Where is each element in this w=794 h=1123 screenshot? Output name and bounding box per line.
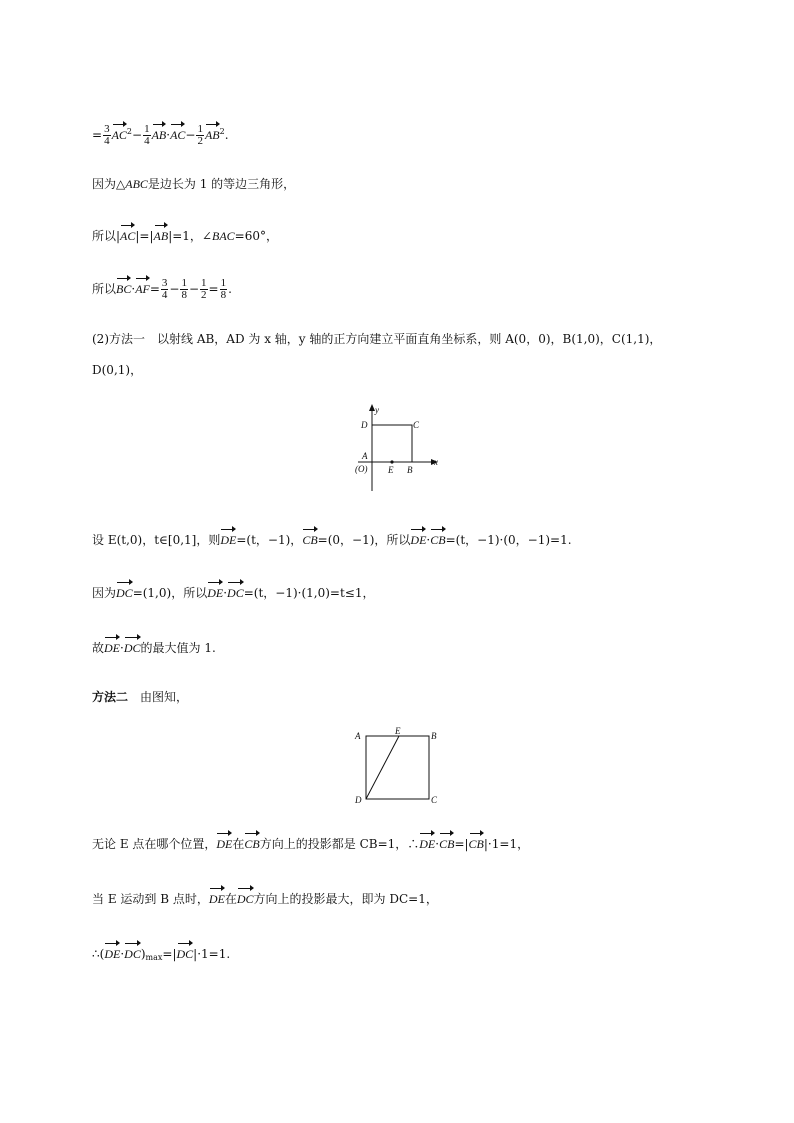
period: . — [224, 128, 229, 142]
equals-sign: = — [149, 282, 160, 296]
exponent: 2 — [126, 127, 132, 136]
text-segment: =(t，−1)， — [236, 533, 303, 547]
dot-operator: · — [120, 641, 124, 655]
text-segment: 是边长为 1 的等边三角形， — [147, 177, 296, 191]
equation-line-1 — [92, 124, 229, 147]
text-segment: 方向上的投影都是 CB=1，∴ — [259, 837, 420, 851]
vector-de: DE — [410, 533, 427, 547]
method-heading: 方法二 — [92, 690, 129, 704]
text-line-6: D(0,1)， — [92, 363, 143, 377]
fraction-1-8: $\frac{1}{8}$ — [220, 277, 227, 301]
text-segment: =(0，−1)，所以 — [317, 533, 411, 547]
label-e: E — [395, 726, 401, 736]
vector-dc: DC — [176, 947, 194, 961]
exponent: 2 — [219, 127, 225, 136]
text-segment: 由图知， — [128, 690, 189, 704]
minus-sign: − — [132, 128, 143, 142]
text-segment: =(t，−1)·(0，−1)=1. — [445, 533, 572, 547]
minus-sign: − — [185, 128, 196, 142]
fraction-1-8: $\frac{1}{8}$ — [181, 277, 187, 301]
vector-cb: CB — [430, 533, 446, 547]
text-segment: 所以 — [92, 282, 117, 296]
triangle-name: ABC — [125, 177, 148, 191]
label-o: (O) — [355, 464, 368, 474]
vector-cb: CB — [244, 837, 260, 851]
vector-de: DE — [216, 837, 233, 851]
text-line-3 — [92, 228, 278, 244]
square-figure — [352, 726, 448, 808]
square-abcd — [366, 736, 429, 799]
angle-name: BAC — [212, 229, 235, 243]
fraction-1-4: $\frac{1}{4}$ — [144, 123, 150, 147]
equals-sign: = — [92, 128, 103, 142]
text-segment: |·1=1. — [193, 947, 231, 961]
label-a: A — [355, 731, 361, 741]
text-line-10 — [92, 689, 188, 705]
period: . — [228, 282, 232, 296]
vector-dc: DC — [227, 586, 244, 600]
label-c: C — [431, 795, 438, 805]
vector-ab: AB — [204, 128, 220, 142]
label-d: D — [361, 420, 368, 430]
text-segment: 在 — [224, 892, 237, 906]
text-segment: 所以| — [92, 229, 121, 243]
dot-operator: · — [131, 282, 136, 296]
dot-operator: · — [223, 586, 228, 600]
fraction-1-2: $\frac{1}{2}$ — [201, 277, 207, 301]
vector-cb: CB — [439, 837, 455, 851]
vector-ab: AB — [153, 229, 169, 243]
text-segment: 因为△ — [92, 177, 126, 191]
text-line-11 — [92, 836, 529, 852]
vector-bc: BC — [116, 282, 132, 296]
text-segment: 的最大值为 1. — [140, 641, 216, 655]
text-segment: 当 E 运动到 B 点时， — [92, 892, 209, 906]
fraction-3-4: $\frac{3}{4}$ — [104, 123, 110, 147]
label-a: A — [362, 451, 368, 461]
text-segment: ∴( — [92, 947, 105, 961]
equation-line-4 — [92, 278, 232, 301]
vector-de: DE — [104, 947, 121, 961]
vector-ac: AC — [120, 229, 136, 243]
vector-dc: DC — [236, 892, 254, 906]
vector-dc: DC — [116, 586, 133, 600]
text-segment: =(1,0)，所以 — [132, 586, 208, 600]
vector-dc: DC — [124, 947, 141, 961]
vector-de: DE — [207, 586, 224, 600]
fraction-1-2: $\frac{1}{2}$ — [197, 123, 203, 147]
text-line-5: (2)方法一 以射线 AB，AD 为 x 轴，y 轴的正方向建立平面直角坐标系，则 A(0，0)，B(1,0)，C(1,1)， — [92, 332, 662, 346]
text-segment: =60°， — [234, 229, 278, 243]
equals-sign: = — [208, 282, 219, 296]
vector-de: DE — [419, 837, 436, 851]
vector-de: DE — [208, 892, 225, 906]
minus-sign: − — [188, 282, 200, 296]
label-b: B — [407, 465, 413, 475]
label-c: C — [413, 420, 420, 430]
text-segment: ) — [140, 947, 146, 961]
vector-de: DE — [104, 641, 121, 655]
text-segment: |=| — [135, 229, 154, 243]
dot-operator: · — [166, 128, 171, 142]
max-subscript: max — [145, 953, 163, 962]
label-y: y — [375, 405, 379, 415]
text-segment: |=1，∠ — [168, 229, 212, 243]
label-x: x — [434, 457, 438, 467]
segment-de — [366, 736, 399, 799]
text-segment: 无论 E 点在哪个位置， — [92, 837, 217, 851]
vector-de: DE — [220, 533, 237, 547]
vector-dc: DC — [123, 641, 141, 655]
text-segment: |·1=1， — [483, 837, 530, 851]
text-segment: =| — [454, 837, 469, 851]
vector-ab: AB — [151, 128, 167, 142]
minus-sign: − — [169, 282, 180, 296]
text-segment: 设 E(t,0)，t∈[0,1]，则 — [92, 533, 221, 547]
vector-ac: AC — [170, 128, 186, 142]
text-line-9 — [92, 640, 216, 656]
label-d: D — [355, 795, 362, 805]
dot-operator: · — [435, 837, 440, 851]
unit-square — [372, 425, 412, 462]
text-line-13 — [92, 946, 230, 966]
text-line-7 — [92, 532, 572, 548]
text-line-8 — [92, 585, 374, 601]
text-segment: =(t，−1)·(1,0)=t≤1， — [243, 586, 375, 600]
text-line-2 — [92, 176, 295, 192]
text-segment: =| — [162, 947, 177, 961]
text-segment: 故 — [92, 641, 105, 655]
label-b: B — [431, 731, 437, 741]
vector-cb: CB — [468, 837, 484, 851]
vector-ac: AC — [111, 128, 127, 142]
label-e: E — [388, 465, 394, 475]
text-segment: 因为 — [92, 586, 117, 600]
dot-operator: · — [120, 947, 125, 961]
coordinate-figure — [352, 403, 452, 491]
vector-cb: CB — [302, 533, 318, 547]
vector-af: AF — [135, 282, 150, 296]
dot-operator: · — [426, 533, 431, 547]
point-e — [390, 460, 393, 463]
text-segment: 在 — [232, 837, 245, 851]
text-segment: 方向上的投影最大，即为 DC=1， — [253, 892, 438, 906]
text-line-12 — [92, 891, 438, 907]
fraction-3-4: $\frac{3}{4}$ — [161, 277, 168, 301]
